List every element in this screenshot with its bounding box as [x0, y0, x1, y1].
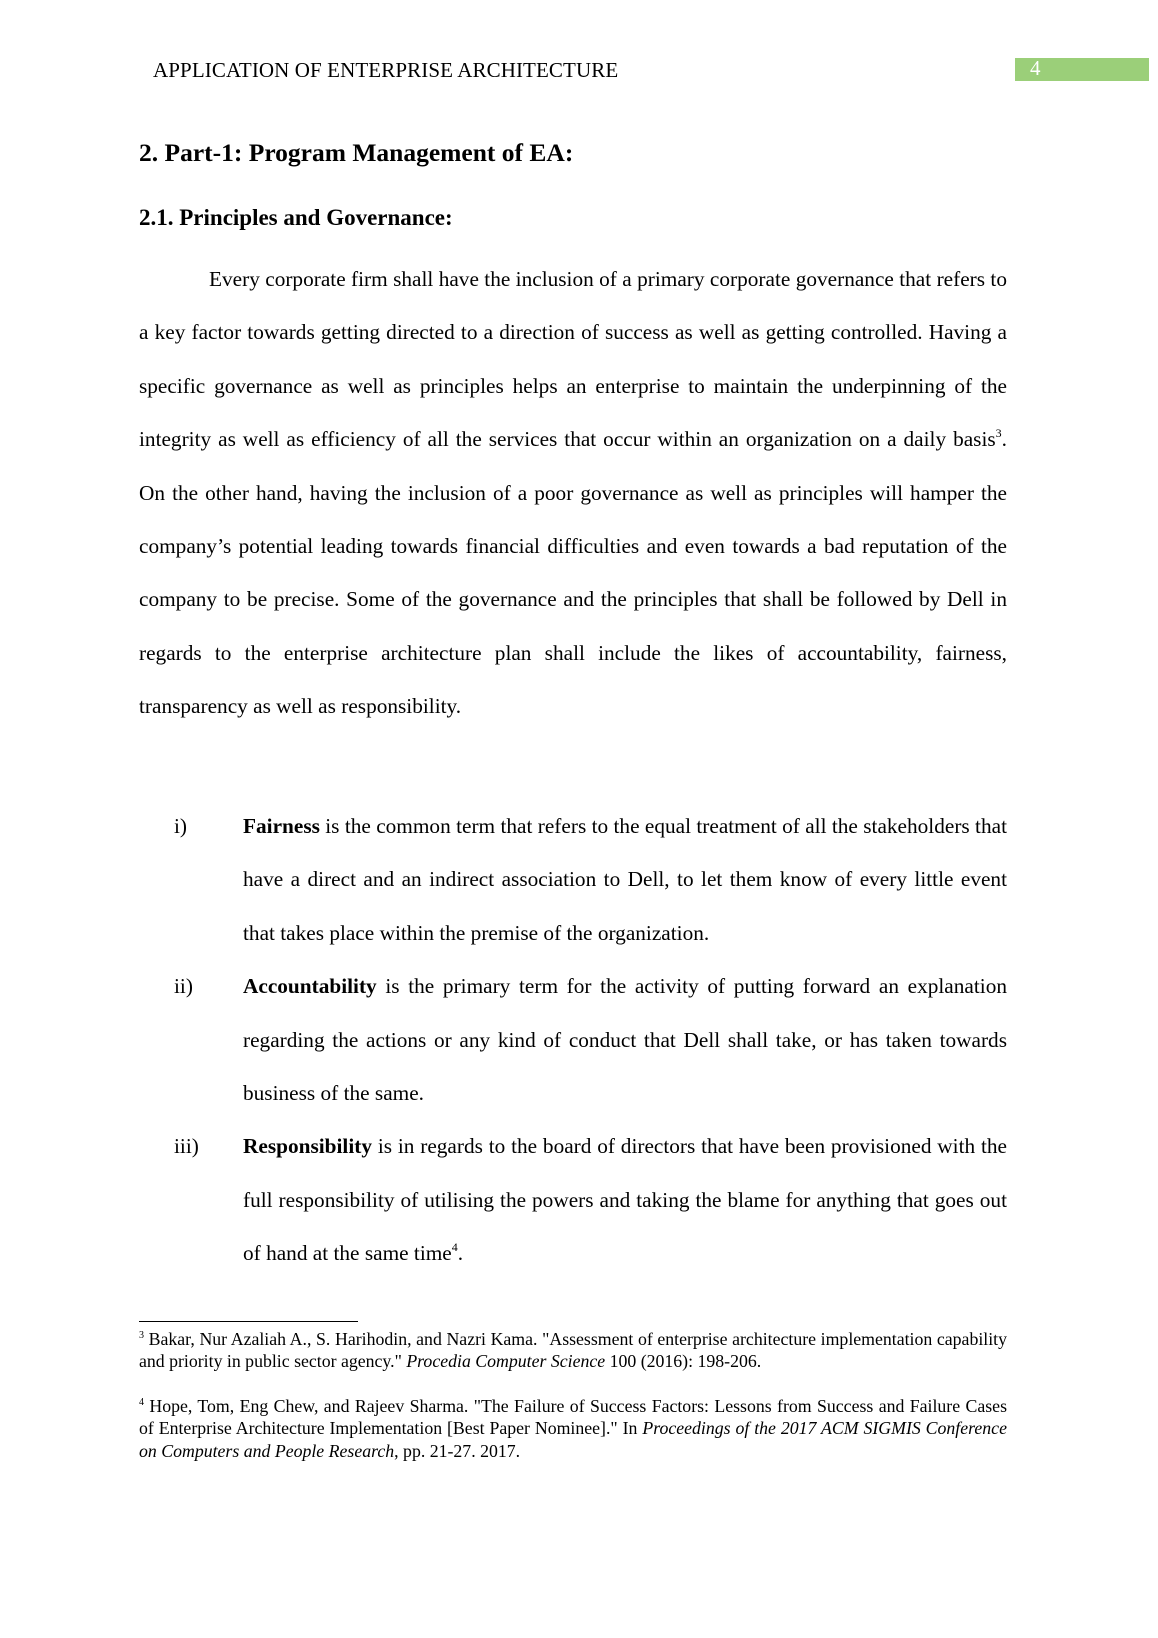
footnote-mark: 4 — [139, 1397, 144, 1408]
footnote-journal: Procedia Computer Science — [406, 1351, 606, 1372]
list-text: is the primary term for the activity of putting forward an explanation regarding the actions or any kind of conduct that Dell shall take, or has taken towards business of the same. — [243, 974, 1007, 1106]
list-number: iii) — [174, 1134, 199, 1159]
list-text: is the common term that refers to the equal treatment of all the stakeholders that have a direct and an indirect association to Dell, to let them know of every little event that takes place within the premise of the organization. — [243, 814, 1007, 945]
list-item-fairness — [139, 800, 1007, 960]
page-number: 4 — [1030, 56, 1041, 80]
footnote-4 — [139, 1395, 1007, 1462]
footnote-ref-3[interactable]: 3 — [995, 426, 1002, 441]
list-item-responsibility — [139, 1120, 1007, 1280]
paragraph-text-1: Every corporate firm shall have the inclusion of a primary corporate governance that refers to a key factor towards getting directed to a direction of success as well as getting controlled. Having a specific governance as well as principles helps an enterprise to maintain the underpinning of the integrity as well as efficiency of all the services that occur within an organization on a daily basis — [139, 267, 1007, 452]
list-number: ii) — [174, 974, 193, 999]
paragraph-text-2: . On the other hand, having the inclusion of a poor governance as well as principles will hamper the company’s potential leading towards financial difficulties and even towards a bad reputation of the company to be precise. Some of the governance and the principles that shall be followed by Dell in regards to the enterprise architecture plan shall include the likes of accountability, fairness, transparency as well as responsibility. — [139, 427, 1007, 719]
footnote-mark: 3 — [139, 1330, 144, 1341]
list-term: Fairness — [243, 814, 320, 838]
page-number-badge — [1015, 58, 1149, 81]
footnote-separator — [139, 1321, 358, 1322]
footnote-text: Bakar, Nur Azaliah A., S. Harihodin, and Nazri Kama. "Assessment of enterprise architecture implementation capability and priority in public sector agency." — [139, 1329, 1007, 1372]
list-text: is in regards to the board of directors that have been provisioned with the full responsibility of utilising the powers and taking the blame for anything that goes out of hand at the same time — [243, 1134, 1007, 1266]
list-item-accountability — [139, 960, 1007, 1120]
footnote-tail: 100 (2016): 198-206. — [605, 1351, 762, 1372]
body-paragraph — [139, 253, 1007, 734]
footnote-3 — [139, 1328, 1007, 1373]
list-end: . — [457, 1241, 464, 1266]
subsection-heading: 2.1. Principles and Governance: — [139, 205, 453, 230]
list-number: i) — [174, 814, 188, 838]
footnote-ref-4[interactable]: 4 — [451, 1240, 458, 1255]
running-header: APPLICATION OF ENTERPRISE ARCHITECTURE — [153, 58, 619, 82]
footnote-text: Hope, Tom, Eng Chew, and Rajeev Sharma. "The Failure of Success Factors: Lessons from Success and Failure Cases of Enterprise Architecture Implementation [Best Paper Nominee]." In — [139, 1396, 1007, 1439]
list-term: Accountability — [243, 974, 377, 999]
footnote-tail: , pp. 21-27. 2017. — [394, 1440, 521, 1461]
section-heading: 2. Part-1: Program Management of EA: — [139, 138, 574, 167]
principles-list — [139, 800, 1007, 1281]
list-term: Responsibility — [243, 1134, 372, 1159]
footnote-journal: Proceedings of the 2017 ACM SIGMIS Conference on Computers and People Research — [139, 1418, 1007, 1461]
